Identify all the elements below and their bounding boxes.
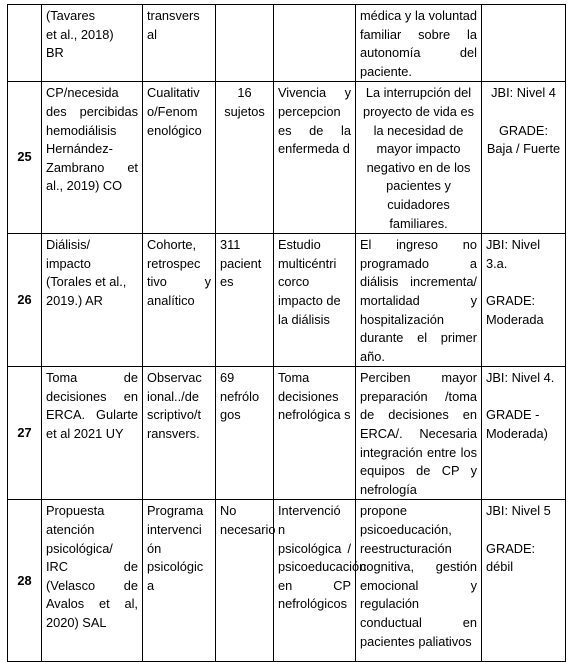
evidence-cell: JBI: Nivel 4. GRADE - Moderada) (482, 367, 566, 500)
evidence-cell: JBI: Nivel 3.a. GRADE: Moderada (482, 234, 566, 367)
row-number: 28 (8, 500, 42, 662)
variables-cell: Estudio multicéntri corco impacto de la diálisis (274, 234, 356, 367)
evidence-table (7, 4, 566, 662)
evidence-cell (482, 5, 566, 82)
results-cell: médica y la voluntad familiar sobre la autonomía del paciente. (356, 5, 482, 82)
table-row (8, 5, 566, 82)
study-cell: CP/necesida des percibidas hemodiálisis Hernández-Zambrano et al., 2019) CO (42, 82, 143, 234)
design-cell: transvers al (143, 5, 216, 82)
table-row (8, 82, 566, 234)
study-cell: (Tavares et al., 2018) BR (42, 5, 143, 82)
row-number: 25 (8, 82, 42, 234)
row-number: 27 (8, 367, 42, 500)
design-cell: Programa intervenci ón psicológic a (143, 500, 216, 662)
sample-cell: No necesario (216, 500, 274, 662)
sample-cell (216, 5, 274, 82)
variables-cell (274, 5, 356, 82)
sample-cell: 16 sujetos (216, 82, 274, 234)
study-cell: Toma de decisiones en ERCA. Gularte et al 2021 UY (42, 367, 143, 500)
results-cell: El ingreso no programado a diálisis incrementa/ mortalidad y hospitalización durante el primer año. (356, 234, 482, 367)
table-row (8, 234, 566, 367)
design-cell: Observac ional../de scriptivo/t ransvers. (143, 367, 216, 500)
study-cell: Propuesta atención psicológica/ IRC de (Velasco de Avalos et al, 2020) SAL (42, 500, 143, 662)
study-cell: Diálisis/ impacto (Torales et al., 2019.) AR (42, 234, 143, 367)
variables-cell: Vivencia y percepcion es de la enfermeda d (274, 82, 356, 234)
results-cell: propone psicoeducación, reestructuración cognitiva, gestión emocional y regulación conductual en pacientes paliativos (356, 500, 482, 662)
row-number (8, 5, 42, 82)
evidence-cell: JBI: Nivel 4 GRADE: Baja / Fuerte (482, 82, 566, 234)
table-row (8, 500, 566, 662)
design-cell: Cualitativ o/Fenom enológico (143, 82, 216, 234)
results-cell: La interrupción del proyecto de vida es la necesidad de mayor impacto negativo en de los pacientes y cuidadores familiares. (356, 82, 482, 234)
variables-cell: Intervenció n psicológica / psicoeducación en CP nefrológicos (274, 500, 356, 662)
sample-cell: 311 pacient es (216, 234, 274, 367)
variables-cell: Toma decisiones nefrológica s (274, 367, 356, 500)
evidence-cell: JBI: Nivel 5 GRADE: débil (482, 500, 566, 662)
design-cell: Cohorte, retrospec tivo y analítico (143, 234, 216, 367)
table-row (8, 367, 566, 500)
sample-cell: 69 nefrólo gos (216, 367, 274, 500)
results-cell: Perciben mayor preparación /toma de decisiones en ERCA/. Necesaria integración entre los equipos de CP y nefrología (356, 367, 482, 500)
row-number: 26 (8, 234, 42, 367)
